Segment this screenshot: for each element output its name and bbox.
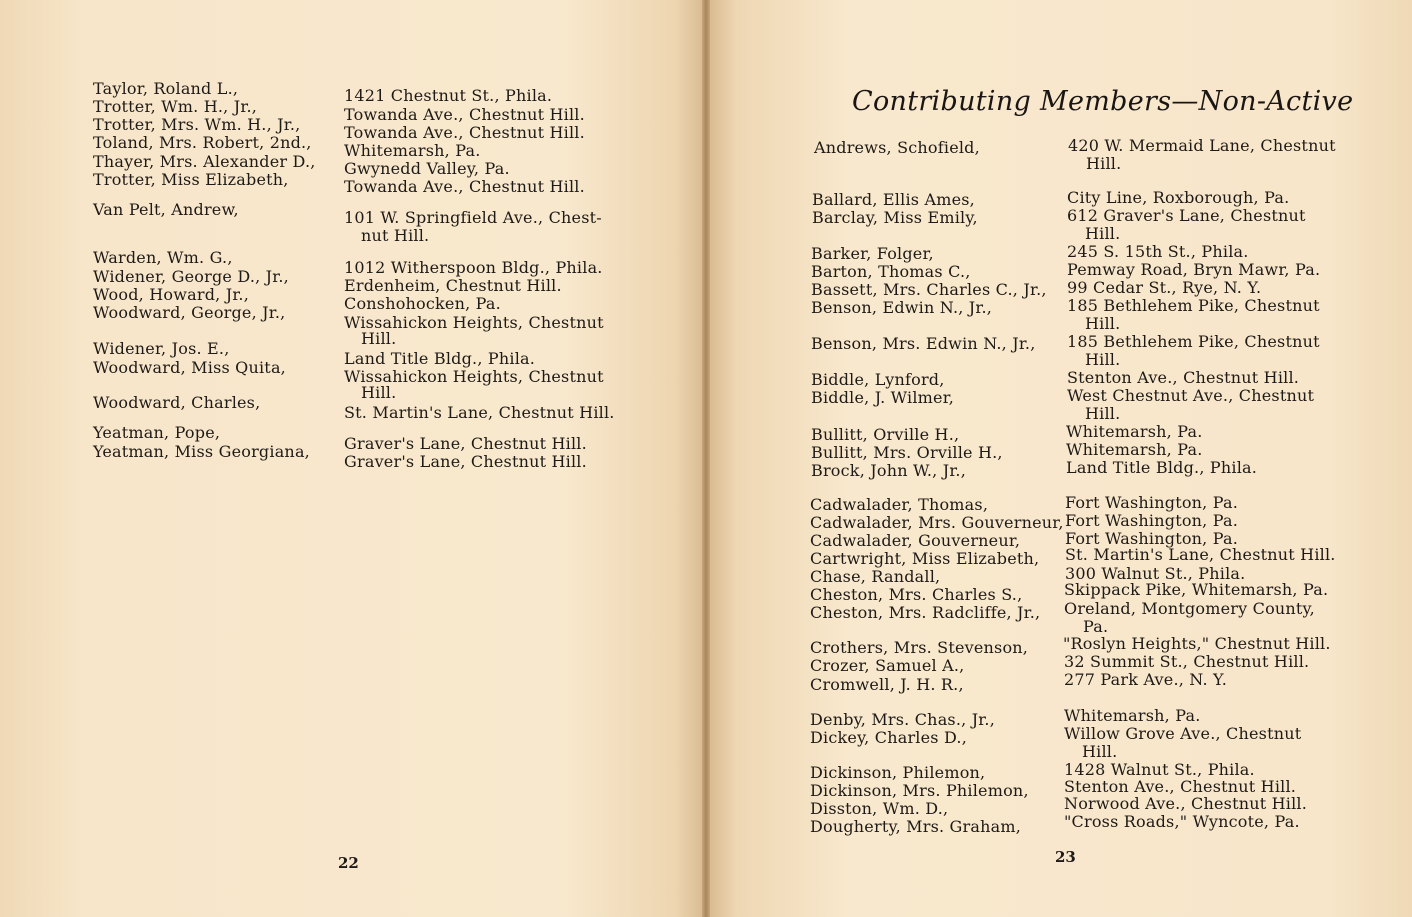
member-name: Cheston, Mrs. Charles S., (810, 585, 1023, 604)
member-name: Warden, Wm. G., (93, 248, 233, 267)
page-number: 22 (338, 854, 359, 872)
member-address: Land Title Bldg., Phila. (344, 349, 536, 368)
member-address: Graver's Lane, Chestnut Hill. (344, 452, 587, 471)
member-address: City Line, Roxborough, Pa. (1067, 188, 1290, 207)
member-address: 185 Bethlehem Pike, Chestnut (1067, 296, 1320, 315)
member-address: Towanda Ave., Chestnut Hill. (344, 177, 585, 196)
member-address: Land Title Bldg., Phila. (1066, 458, 1258, 477)
member-address: Whitemarsh, Pa. (1064, 706, 1201, 725)
member-name: Trotter, Mrs. Wm. H., Jr., (93, 115, 301, 134)
member-name: Bassett, Mrs. Charles C., Jr., (811, 280, 1047, 299)
member-name: Widener, George D., Jr., (93, 267, 289, 286)
member-address-continued: Hill. (361, 383, 397, 402)
member-name: Brock, John W., Jr., (811, 461, 966, 480)
member-name: Van Pelt, Andrew, (93, 200, 239, 219)
member-name: Cadwalader, Mrs. Gouverneur, (810, 513, 1064, 532)
member-address: St. Martin's Lane, Chestnut Hill. (1065, 545, 1336, 564)
member-name: Cheston, Mrs. Radcliffe, Jr., (810, 603, 1041, 622)
member-name: Cromwell, J. H. R., (810, 675, 964, 694)
member-address: 1428 Walnut St., Phila. (1064, 760, 1255, 779)
member-address-continued: Hill. (1085, 224, 1121, 243)
member-name: Barker, Folger, (811, 244, 934, 263)
member-address: 185 Bethlehem Pike, Chestnut (1067, 332, 1320, 351)
member-address: Whitemarsh, Pa. (344, 141, 481, 160)
member-name: Toland, Mrs. Robert, 2nd., (93, 133, 312, 152)
member-name: Andrews, Schofield, (814, 138, 980, 157)
member-address: Whitemarsh, Pa. (1066, 440, 1203, 459)
member-address: 277 Park Ave., N. Y. (1064, 670, 1228, 689)
member-address: "Cross Roads," Wyncote, Pa. (1064, 812, 1300, 831)
member-name: Barclay, Miss Emily, (812, 208, 978, 227)
member-address-continued: Hill. (1082, 742, 1118, 761)
member-name: Benson, Edwin N., Jr., (811, 298, 993, 317)
member-address: West Chestnut Ave., Chestnut (1067, 386, 1315, 405)
member-address: Erdenheim, Chestnut Hill. (344, 276, 562, 295)
member-address-continued: Hill. (1085, 350, 1121, 369)
member-name: Biddle, Lynford, (811, 370, 945, 389)
member-address: Fort Washington, Pa. (1065, 511, 1239, 530)
member-name: Yeatman, Pope, (93, 423, 221, 442)
member-name: Dougherty, Mrs. Graham, (810, 817, 1022, 836)
member-address-continued: Hill. (1086, 154, 1122, 173)
book-gutter (702, 0, 710, 917)
member-address-continued: Hill. (1085, 314, 1121, 333)
member-name: Woodward, Charles, (93, 393, 261, 412)
member-address: Oreland, Montgomery County, (1064, 599, 1315, 618)
member-name: Cadwalader, Gouverneur, (810, 531, 1021, 550)
member-name: Cadwalader, Thomas, (810, 495, 989, 514)
member-name: Benson, Mrs. Edwin N., Jr., (811, 334, 1036, 353)
member-name: Trotter, Wm. H., Jr., (93, 97, 258, 116)
member-address: Wissahickon Heights, Chestnut (344, 313, 604, 332)
member-address: Stenton Ave., Chestnut Hill. (1064, 777, 1297, 796)
member-name: Taylor, Roland L., (93, 79, 239, 98)
member-name: Bullitt, Mrs. Orville H., (811, 443, 1003, 462)
member-name: Dickinson, Philemon, (810, 763, 986, 782)
member-address: Skippack Pike, Whitemarsh, Pa. (1064, 580, 1329, 599)
member-address: 300 Walnut St., Phila. (1065, 564, 1246, 583)
page-title: Contributing Members—Non-Active (852, 86, 1354, 117)
member-name: Cartwright, Miss Elizabeth, (810, 549, 1040, 568)
member-name: Bullitt, Orville H., (811, 425, 960, 444)
member-name: Widener, Jos. E., (93, 339, 230, 358)
member-address: Towanda Ave., Chestnut Hill. (344, 123, 585, 142)
member-address: 99 Cedar St., Rye, N. Y. (1067, 278, 1262, 297)
member-name: Woodward, Miss Quita, (93, 358, 286, 377)
member-name: Denby, Mrs. Chas., Jr., (810, 710, 995, 729)
member-address-continued: Hill. (361, 329, 397, 348)
member-address: Graver's Lane, Chestnut Hill. (344, 434, 587, 453)
member-address: Fort Washington, Pa. (1065, 493, 1239, 512)
member-name: Dickinson, Mrs. Philemon, (810, 781, 1029, 800)
member-address: 101 W. Springfield Ave., Chest- (344, 208, 602, 227)
member-address: Whitemarsh, Pa. (1066, 422, 1203, 441)
member-name: Yeatman, Miss Georgiana, (93, 442, 310, 461)
member-name: Trotter, Miss Elizabeth, (93, 170, 289, 189)
member-address: 420 W. Mermaid Lane, Chestnut (1068, 136, 1336, 155)
member-address: Gwynedd Valley, Pa. (344, 159, 510, 178)
member-address: St. Martin's Lane, Chestnut Hill. (344, 403, 615, 422)
member-address: Willow Grove Ave., Chestnut (1064, 724, 1302, 743)
member-address: Norwood Ave., Chestnut Hill. (1064, 794, 1308, 813)
member-address-continued: Pa. (1083, 617, 1109, 636)
member-name: Dickey, Charles D., (810, 728, 968, 747)
member-name: Wood, Howard, Jr., (93, 285, 249, 304)
member-name: Barton, Thomas C., (811, 262, 971, 281)
member-name: Chase, Randall, (810, 567, 941, 586)
member-address-continued: nut Hill. (361, 226, 430, 245)
member-name: Crothers, Mrs. Stevenson, (810, 638, 1029, 657)
member-name: Disston, Wm. D., (810, 799, 949, 818)
member-name: Biddle, J. Wilmer, (811, 388, 955, 407)
member-address: Pemway Road, Bryn Mawr, Pa. (1067, 260, 1321, 279)
member-address: 245 S. 15th St., Phila. (1067, 242, 1249, 261)
member-address: 1421 Chestnut St., Phila. (344, 86, 553, 105)
member-address: Towanda Ave., Chestnut Hill. (344, 105, 585, 124)
member-address: "Roslyn Heights," Chestnut Hill. (1063, 634, 1331, 653)
member-address: 612 Graver's Lane, Chestnut (1067, 206, 1306, 225)
member-name: Woodward, George, Jr., (93, 303, 286, 322)
member-address: 32 Summit St., Chestnut Hill. (1064, 652, 1310, 671)
member-address-continued: Hill. (1085, 404, 1121, 423)
member-name: Ballard, Ellis Ames, (812, 190, 975, 209)
member-name: Crozer, Samuel A., (810, 656, 965, 675)
member-address: Wissahickon Heights, Chestnut (344, 367, 604, 386)
member-name: Thayer, Mrs. Alexander D., (93, 152, 316, 171)
page-number: 23 (1055, 848, 1076, 866)
member-address: Fort Washington, Pa. (1065, 529, 1239, 548)
member-address: Conshohocken, Pa. (344, 294, 501, 313)
member-address: 1012 Witherspoon Bldg., Phila. (344, 258, 603, 277)
member-address: Stenton Ave., Chestnut Hill. (1067, 368, 1300, 387)
